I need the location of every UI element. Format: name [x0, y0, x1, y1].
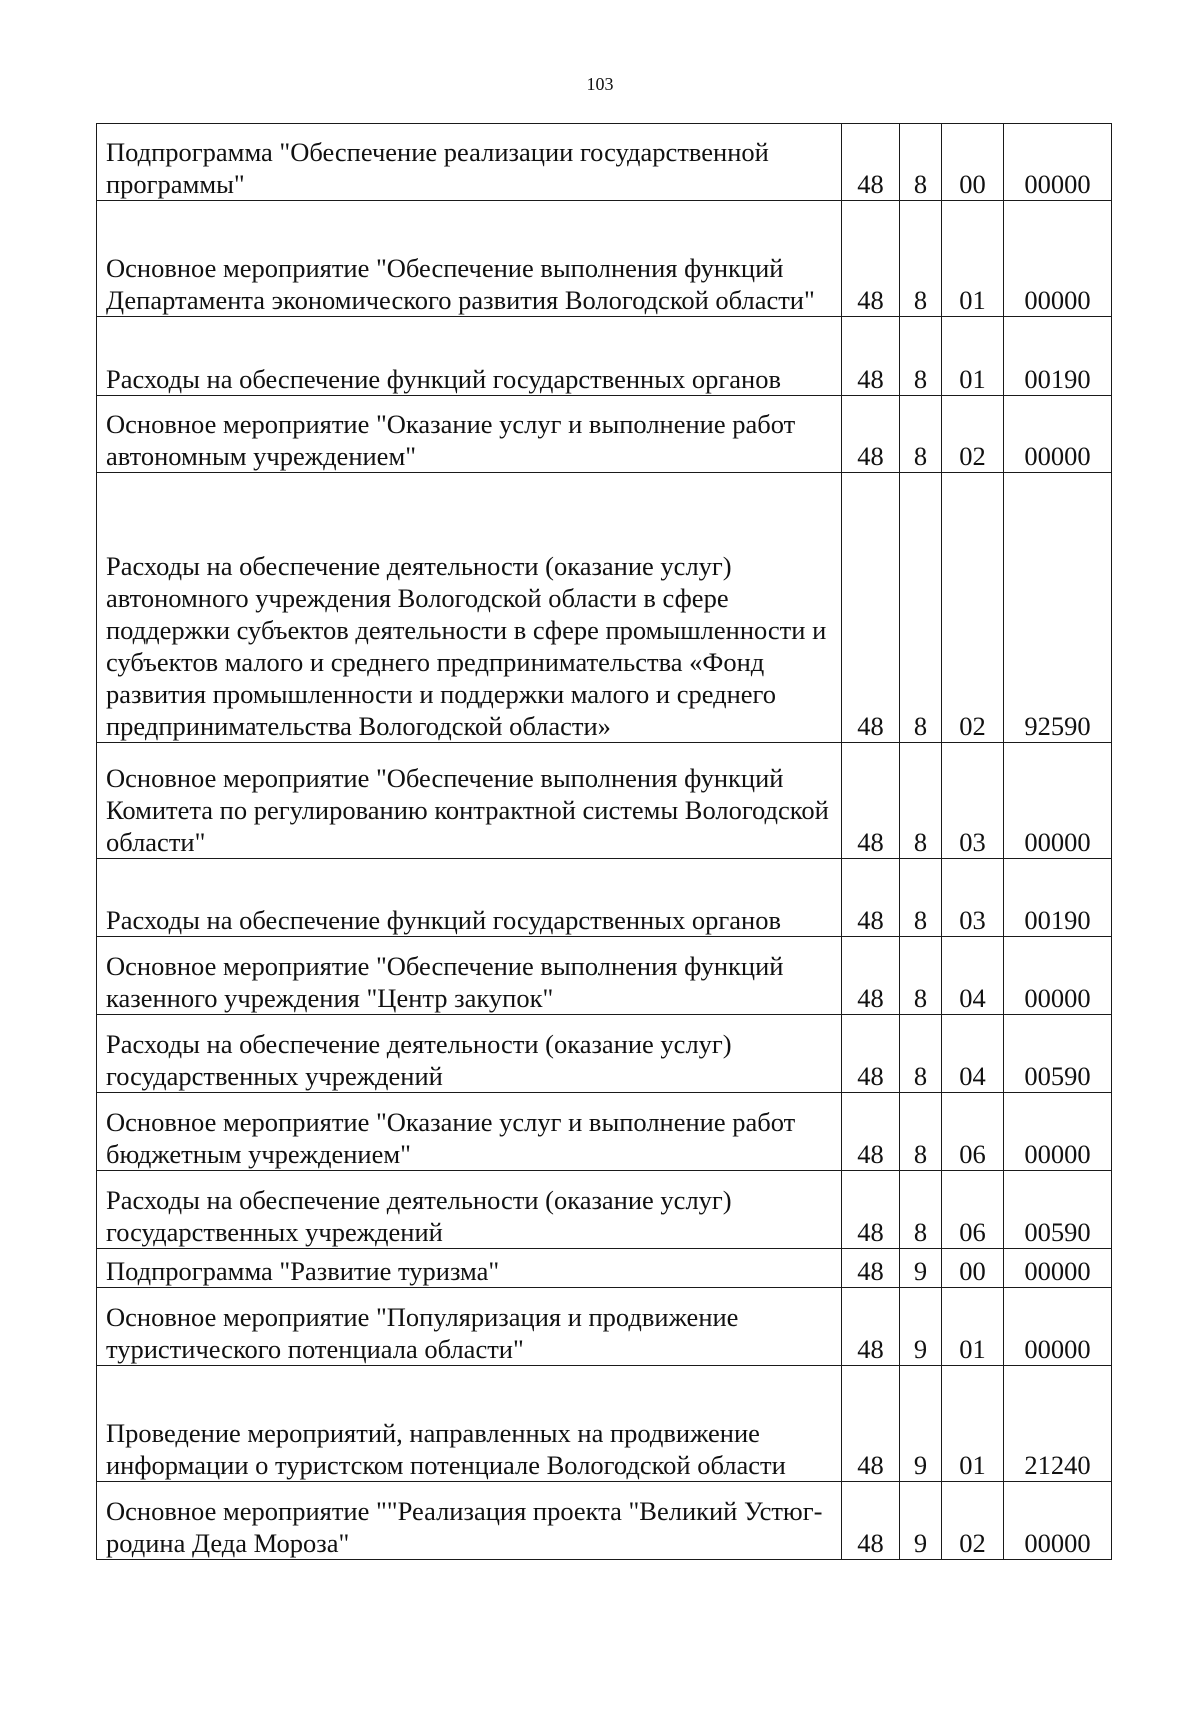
row-name-cell: Основное мероприятие "Обеспечение выполнения функций Департамента экономического развития Вологодской области" [97, 201, 842, 317]
code-cell-2: 8 [900, 743, 942, 859]
code-cell-2: 8 [900, 124, 942, 201]
code-cell-2: 9 [900, 1288, 942, 1366]
code-cell-1: 48 [842, 473, 900, 743]
code-cell-3: 00 [942, 1249, 1004, 1288]
row-name-cell: Расходы на обеспечение деятельности (оказание услуг) государственных учреждений [97, 1015, 842, 1093]
code-cell-4: 00000 [1004, 1093, 1112, 1171]
code-cell-2: 8 [900, 396, 942, 473]
table-row [97, 1093, 1112, 1171]
code-cell-2: 8 [900, 201, 942, 317]
row-name-cell: Проведение мероприятий, направленных на продвижение информации о туристском потенциале Вологодской области [97, 1366, 842, 1482]
code-cell-3: 03 [942, 743, 1004, 859]
code-cell-2: 8 [900, 937, 942, 1015]
row-name-cell: Основное мероприятие "Оказание услуг и выполнение работ автономным учреждением" [97, 396, 842, 473]
code-cell-1: 48 [842, 1288, 900, 1366]
row-name-cell: Основное мероприятие "Оказание услуг и выполнение работ бюджетным учреждением" [97, 1093, 842, 1171]
code-cell-4: 00000 [1004, 1249, 1112, 1288]
code-cell-4: 00590 [1004, 1171, 1112, 1249]
code-cell-2: 9 [900, 1366, 942, 1482]
code-cell-2: 9 [900, 1249, 942, 1288]
table-row [97, 1249, 1112, 1288]
code-cell-3: 02 [942, 396, 1004, 473]
code-cell-4: 00000 [1004, 1288, 1112, 1366]
code-cell-1: 48 [842, 1249, 900, 1288]
page-number: 103 [586, 74, 614, 94]
code-cell-1: 48 [842, 1093, 900, 1171]
code-cell-4: 00590 [1004, 1015, 1112, 1093]
table-row [97, 1482, 1112, 1560]
row-name-cell: Основное мероприятие "Популяризация и продвижение туристического потенциала области" [97, 1288, 842, 1366]
table-row [97, 937, 1112, 1015]
code-cell-3: 01 [942, 1288, 1004, 1366]
code-cell-3: 04 [942, 937, 1004, 1015]
code-cell-3: 06 [942, 1093, 1004, 1171]
table-row [97, 1171, 1112, 1249]
table-row [97, 396, 1112, 473]
table-row [97, 1288, 1112, 1366]
code-cell-2: 9 [900, 1482, 942, 1560]
row-name-cell: Расходы на обеспечение деятельности (оказание услуг) государственных учреждений [97, 1171, 842, 1249]
code-cell-1: 48 [842, 1366, 900, 1482]
code-cell-1: 48 [842, 859, 900, 937]
code-cell-3: 04 [942, 1015, 1004, 1093]
code-cell-1: 48 [842, 201, 900, 317]
code-cell-3: 02 [942, 1482, 1004, 1560]
table-row [97, 473, 1112, 743]
code-cell-2: 8 [900, 1171, 942, 1249]
code-cell-2: 8 [900, 859, 942, 937]
row-name-cell: Основное мероприятие "Обеспечение выполнения функций Комитета по регулированию контрактной системы Вологодской области" [97, 743, 842, 859]
row-name-cell: Расходы на обеспечение функций государственных органов [97, 317, 842, 396]
code-cell-3: 00 [942, 124, 1004, 201]
code-cell-4: 00000 [1004, 743, 1112, 859]
table-row [97, 201, 1112, 317]
table-row [97, 317, 1112, 396]
table-row [97, 1015, 1112, 1093]
table-row [97, 124, 1112, 201]
code-cell-3: 03 [942, 859, 1004, 937]
row-name-cell: Расходы на обеспечение деятельности (оказание услуг) автономного учреждения Вологодской области в сфере поддержки субъектов деятельности в сфере промышленности и субъектов малого и среднего предпринимательства «Фонд развития промышленности и поддержки малого и среднего предпринимательства Вологодской области» [97, 473, 842, 743]
budget-classification-table [96, 123, 1112, 1560]
code-cell-4: 92590 [1004, 473, 1112, 743]
code-cell-4: 00000 [1004, 1482, 1112, 1560]
code-cell-3: 06 [942, 1171, 1004, 1249]
code-cell-1: 48 [842, 396, 900, 473]
table-row [97, 743, 1112, 859]
code-cell-4: 00000 [1004, 396, 1112, 473]
row-name-cell: Основное мероприятие "Обеспечение выполнения функций казенного учреждения "Центр закупок" [97, 937, 842, 1015]
code-cell-1: 48 [842, 317, 900, 396]
code-cell-3: 01 [942, 1366, 1004, 1482]
code-cell-4: 00190 [1004, 317, 1112, 396]
code-cell-2: 8 [900, 317, 942, 396]
table-row [97, 859, 1112, 937]
code-cell-1: 48 [842, 1015, 900, 1093]
code-cell-1: 48 [842, 937, 900, 1015]
code-cell-1: 48 [842, 124, 900, 201]
code-cell-1: 48 [842, 1482, 900, 1560]
code-cell-2: 8 [900, 1093, 942, 1171]
row-name-cell: Расходы на обеспечение функций государственных органов [97, 859, 842, 937]
code-cell-3: 01 [942, 201, 1004, 317]
row-name-cell: Основное мероприятие ""Реализация проекта "Великий Устюг-родина Деда Мороза" [97, 1482, 842, 1560]
code-cell-2: 8 [900, 473, 942, 743]
row-name-cell: Подпрограмма "Развитие туризма" [97, 1249, 842, 1288]
row-name-cell: Подпрограмма "Обеспечение реализации государственной программы" [97, 124, 842, 201]
code-cell-1: 48 [842, 743, 900, 859]
code-cell-4: 00000 [1004, 124, 1112, 201]
code-cell-3: 02 [942, 473, 1004, 743]
table-row [97, 1366, 1112, 1482]
code-cell-4: 21240 [1004, 1366, 1112, 1482]
code-cell-4: 00000 [1004, 201, 1112, 317]
code-cell-4: 00000 [1004, 937, 1112, 1015]
code-cell-2: 8 [900, 1015, 942, 1093]
code-cell-3: 01 [942, 317, 1004, 396]
code-cell-4: 00190 [1004, 859, 1112, 937]
code-cell-1: 48 [842, 1171, 900, 1249]
